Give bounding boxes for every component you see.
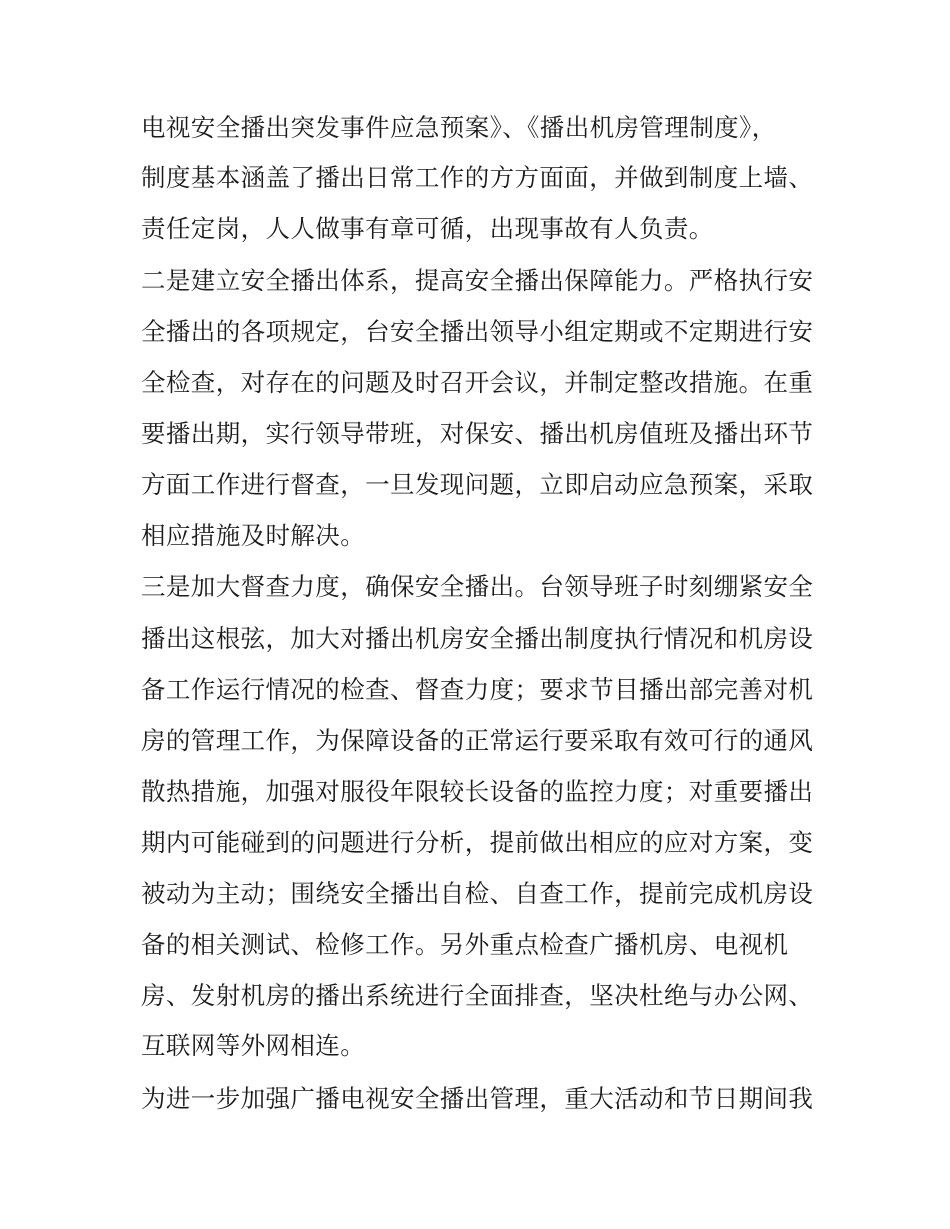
- text-line-15: 期内可能碰到的问题进行分析，提前做出相应的应对方案，变: [141, 828, 814, 857]
- text-line-2: 制度基本涵盖了播出日常工作的方方面面，并做到制度上墙、: [141, 163, 814, 192]
- text-line-18: 房、发射机房的播出系统进行全面排查，坚决杜绝与办公网、: [141, 981, 814, 1010]
- text-line-8: 方面工作进行督查，一旦发现问题，立即启动应急预案，采取: [141, 470, 814, 499]
- text-line-7: 要播出期，实行领导带班，对保安、播出机房值班及播出环节: [141, 419, 814, 448]
- text-line-20: 为进一步加强广播电视安全播出管理，重大活动和节日期间我: [141, 1084, 814, 1113]
- text-line-16: 被动为主动；围绕安全播出自检、自查工作，提前完成机房设: [141, 879, 814, 908]
- text-line-11: 播出这根弦，加大对播出机房安全播出制度执行情况和机房设: [141, 624, 814, 653]
- text-line-17: 备的相关测试、检修工作。另外重点检查广播机房、电视机: [141, 930, 789, 959]
- text-line-9: 相应措施及时解决。: [141, 521, 366, 550]
- text-line-6: 全检查，对存在的问题及时召开会议，并制定整改措施。在重: [141, 368, 814, 397]
- text-line-19: 互联网等外网相连。: [141, 1031, 366, 1060]
- text-line-10: 三是加大督查力度，确保安全播出。台领导班子时刻绷紧安全: [141, 572, 814, 601]
- text-line-3: 责任定岗，人人做事有章可循，出现事故有人负责。: [141, 214, 714, 243]
- text-line-13: 房的管理工作，为保障设备的正常运行要采取有效可行的通风: [141, 726, 814, 755]
- text-line-12: 备工作运行情况的检查、督查力度；要求节目播出部完善对机: [141, 675, 814, 704]
- text-line-1: 电视安全播出突发事件应急预案》、《播出机房管理制度》，: [141, 113, 777, 142]
- text-line-14: 散热措施，加强对服役年限较长设备的监控力度；对重要播出: [141, 777, 814, 806]
- text-line-4: 二是建立安全播出体系，提高安全播出保障能力。严格执行安: [141, 266, 814, 295]
- text-line-5: 全播出的各项规定，台安全播出领导小组定期或不定期进行安: [141, 317, 814, 346]
